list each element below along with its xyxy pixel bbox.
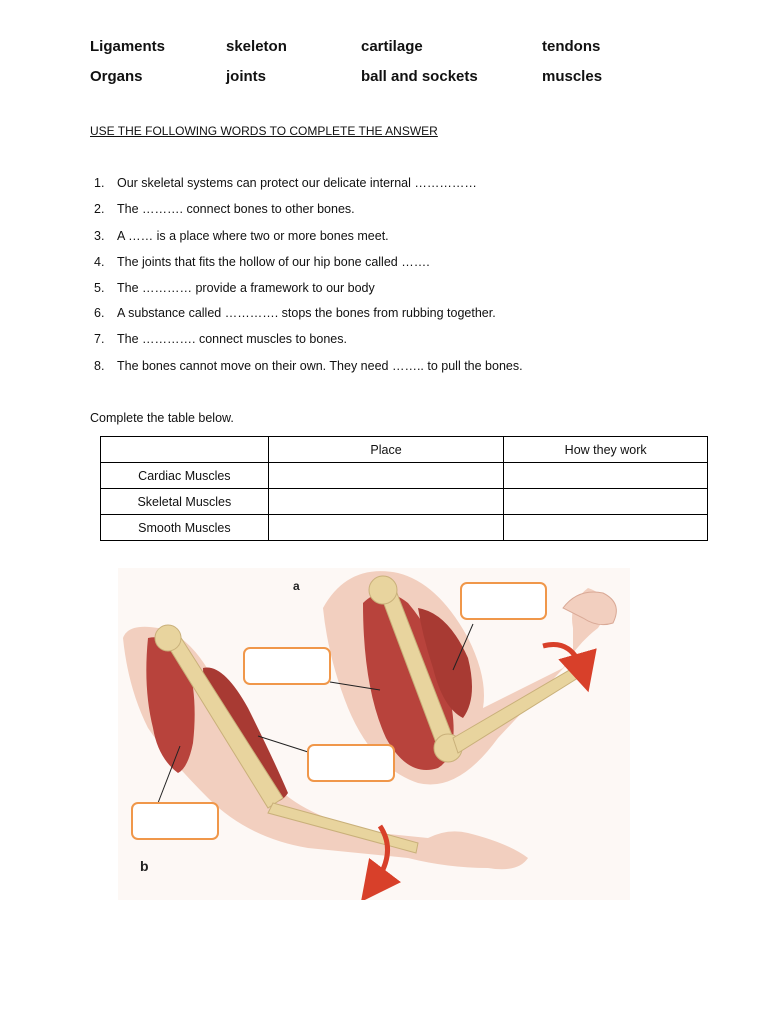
- table-header-cell: How they work: [504, 437, 708, 463]
- word-bank-item: skeleton: [226, 38, 287, 55]
- word-bank-item: cartilage: [361, 38, 423, 55]
- word-bank-item: Ligaments: [90, 38, 166, 55]
- question-number: 7.: [94, 332, 105, 346]
- blank-label-box[interactable]: [244, 648, 330, 684]
- arm-muscles-figure: [118, 568, 630, 900]
- table-cell-blank[interactable]: [268, 489, 504, 515]
- table-row: [101, 463, 708, 489]
- question-number: 5.: [94, 281, 105, 295]
- question-number: 6.: [94, 306, 105, 320]
- word-bank-item: muscles: [542, 68, 603, 85]
- table-cell-blank[interactable]: [268, 463, 504, 489]
- blank-label-box[interactable]: [308, 745, 394, 781]
- table-row: [101, 489, 708, 515]
- question-text: The ………… provide a framework to our body: [117, 281, 375, 295]
- figure-label-a: a: [293, 579, 300, 593]
- word-bank-item: joints: [226, 68, 266, 85]
- question-text: The bones cannot move on their own. They need …….. to pull the bones.: [117, 359, 523, 373]
- table-cell-blank[interactable]: [504, 489, 708, 515]
- table-cell-blank[interactable]: [504, 515, 708, 541]
- word-bank-item: tendons: [542, 38, 601, 55]
- table-row-label: Cardiac Muscles: [101, 463, 269, 489]
- question-number: 1.: [94, 176, 105, 190]
- question-text: A substance called …………. stops the bones from rubbing together.: [117, 306, 496, 320]
- question-text: The ………. connect bones to other bones.: [117, 202, 355, 216]
- question-number: 2.: [94, 202, 105, 216]
- table-header-cell: Place: [268, 437, 504, 463]
- question-item: [94, 229, 389, 243]
- muscle-table: [100, 436, 708, 541]
- question-number: 8.: [94, 359, 105, 373]
- question-text: The …………. connect muscles to bones.: [117, 332, 347, 346]
- instruction-heading: USE THE FOLLOWING WORDS TO COMPLETE THE ANSWER: [90, 124, 438, 138]
- question-item: [94, 176, 477, 190]
- question-text: Our skeletal systems can protect our delicate internal ……………: [117, 176, 477, 190]
- table-cell-blank[interactable]: [504, 463, 708, 489]
- figure-label-b: b: [140, 858, 149, 874]
- table-header-cell: [101, 437, 269, 463]
- table-header-row: [101, 437, 708, 463]
- word-bank-item: ball and sockets: [361, 68, 478, 85]
- table-cell-blank[interactable]: [268, 515, 504, 541]
- blank-label-box[interactable]: [132, 803, 218, 839]
- question-text: The joints that fits the hollow of our hip bone called …….: [117, 255, 430, 269]
- upper-joint: [155, 625, 181, 651]
- table-row: [101, 515, 708, 541]
- question-item: [94, 332, 347, 346]
- table-intro: Complete the table below.: [90, 411, 234, 425]
- question-item: [94, 306, 496, 320]
- question-number: 4.: [94, 255, 105, 269]
- question-text: A …… is a place where two or more bones meet.: [117, 229, 389, 243]
- table-row-label: Skeletal Muscles: [101, 489, 269, 515]
- table-row-label: Smooth Muscles: [101, 515, 269, 541]
- blank-label-box[interactable]: [461, 583, 546, 619]
- question-item: [94, 359, 523, 373]
- question-item: [94, 202, 355, 216]
- question-number: 3.: [94, 229, 105, 243]
- question-item: [94, 281, 375, 295]
- shoulder-joint: [369, 576, 397, 604]
- word-bank-item: Organs: [90, 68, 143, 85]
- question-item: [94, 255, 430, 269]
